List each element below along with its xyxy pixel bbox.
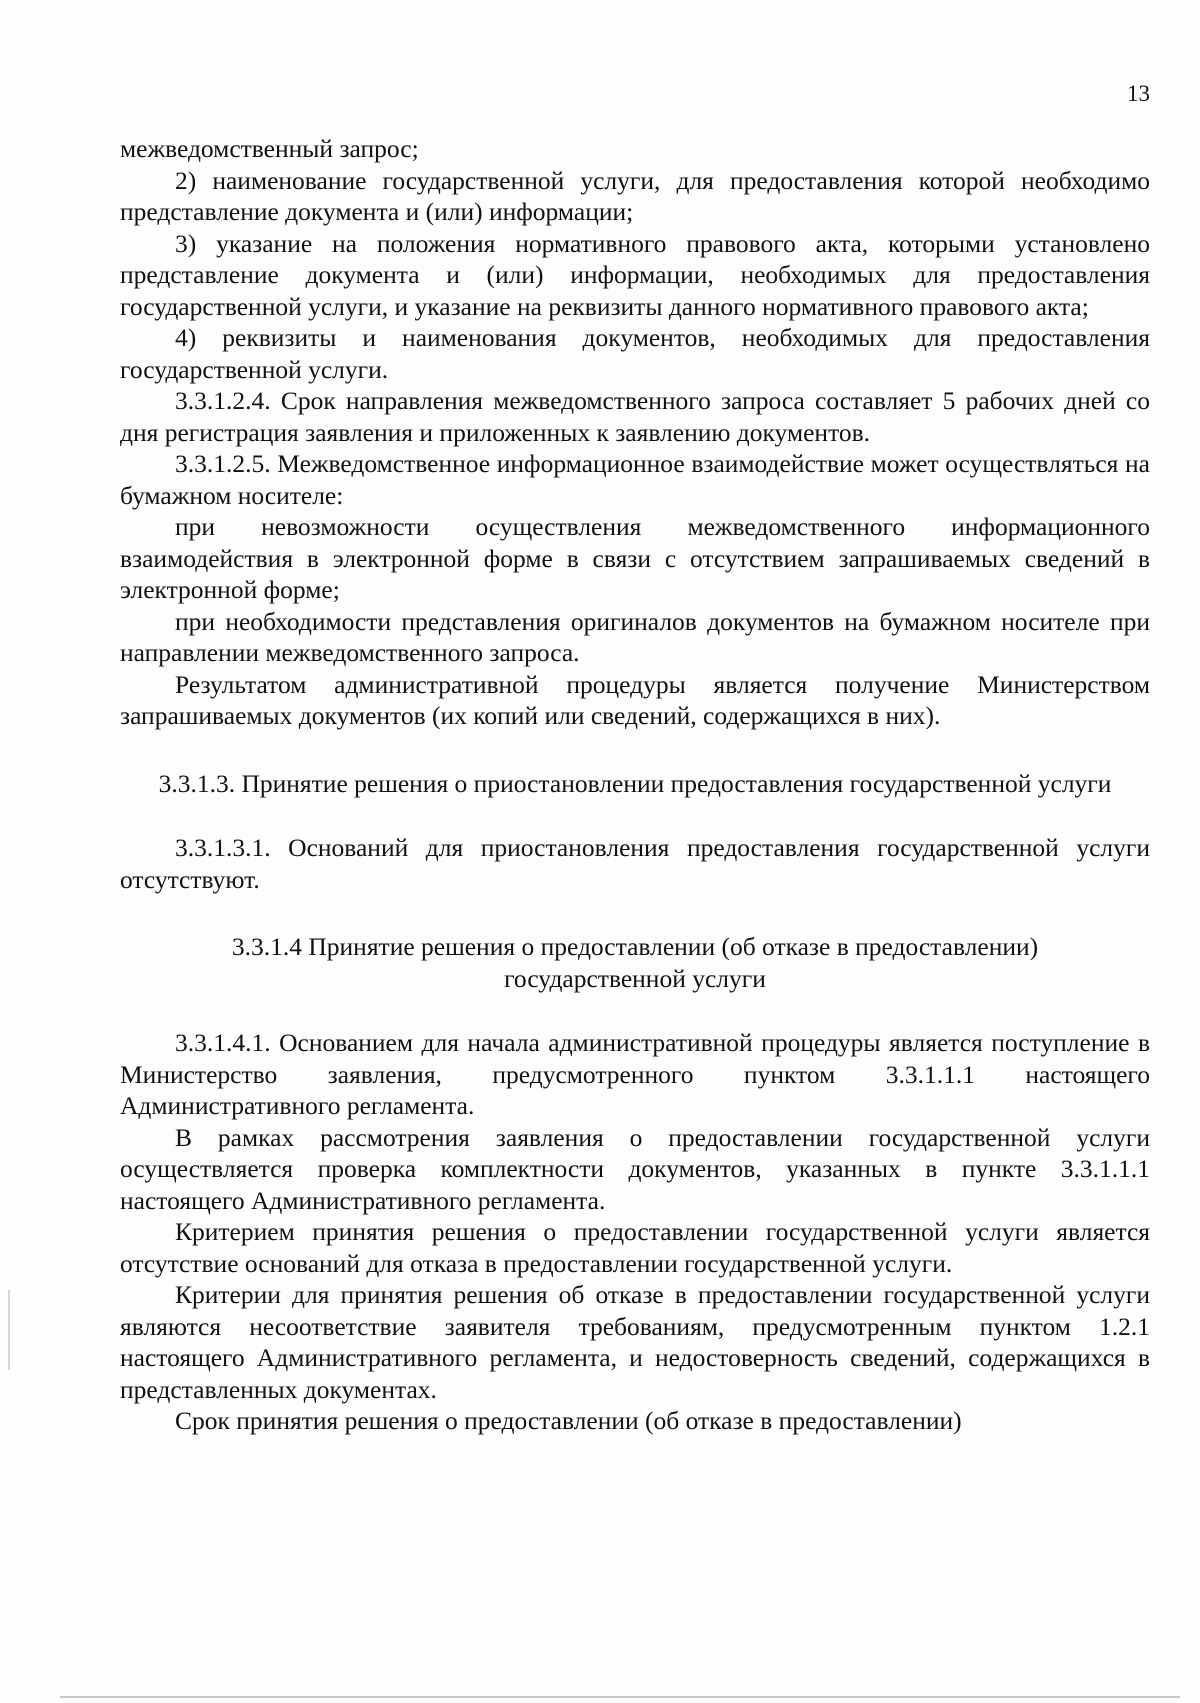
procedure-result: Результатом административной процедуры является получение Министерством запрашиваемых документов (их копий или сведений, содержащихся в них). (120, 669, 1150, 730)
paper-condition-1: при невозможности осуществления межведомственного информационного взаимодействия в электронной форме в связи с отсутствием запрашиваемых сведений в электронной форме; (120, 512, 1150, 604)
clause-3-3-1-4-1: 3.3.1.4.1. Основанием для начала административной процедуры является поступление в Министерство заявления, предусмотренного пунктом 3.3.1.1.1 настоящего Административного регламента. (120, 1028, 1150, 1120)
approval-criterion: Критерием принятия решения о предоставлении государственной услуги является отсутствие оснований для отказа в предоставлении государственной услуги. (120, 1217, 1150, 1278)
list-item-2: 2) наименование государственной услуги, для предоставления которой необходимо представление документа и (или) информации; (120, 165, 1150, 226)
page-number: 13 (1127, 81, 1150, 106)
document-body (120, 133, 1150, 1437)
scan-bottom-edge (60, 1696, 1180, 1698)
clause-3-3-1-2-4: 3.3.1.2.4. Срок направления межведомственного запроса составляет 5 рабочих дней со дня регистрация заявления и приложенных к заявлению документов. (120, 386, 1150, 447)
clause-3-3-1-3-1: 3.3.1.3.1. Оснований для приостановления предоставления государственной услуги отсутствуют. (120, 833, 1150, 894)
section-heading-3-3-1-3: 3.3.1.3. Принятие решения о приостановлении предоставления государственной услуги (158, 768, 1112, 798)
paragraph-continuation: межведомственный запрос; (120, 134, 419, 163)
completeness-check: В рамках рассмотрения заявления о предоставлении государственной услуги осуществляется проверка комплектности документов, указанных в пункте 3.3.1.1.1 настоящего Административного регламента. (120, 1122, 1150, 1215)
section-heading-3-3-1-4: 3.3.1.4 Принятие решения о предоставлении (об отказе в предоставлении) государственной услуги (231, 932, 1039, 993)
refusal-criteria: Критерии для принятия решения об отказе в предоставлении государственной услуги являются несоответствие заявителя требованиям, предусмотренным пунктом 1.2.1 настоящего Административного регламента, и недостоверность сведений, содержащихся в представленных документах. (120, 1280, 1150, 1404)
paper-condition-2: при необходимости представления оригиналов документов на бумажном носителе при направлении межведомственного запроса. (120, 606, 1150, 667)
list-item-4: 4) реквизиты и наименования документов, необходимых для предоставления государственной услуги. (120, 323, 1150, 384)
decision-deadline: Срок принятия решения о предоставлении (об отказе в предоставлении) (175, 1406, 962, 1435)
scan-edge-mark (8, 1290, 10, 1370)
list-item-3: 3) указание на положения нормативного правового акта, которыми установлено представление документа и (или) информации, необходимых для предоставления государственной услуги, и указание на реквизиты данного нормативного правового акта; (120, 228, 1150, 321)
clause-3-3-1-2-5: 3.3.1.2.5. Межведомственное информационное взаимодействие может осуществляться на бумажном носителе: (120, 449, 1150, 510)
